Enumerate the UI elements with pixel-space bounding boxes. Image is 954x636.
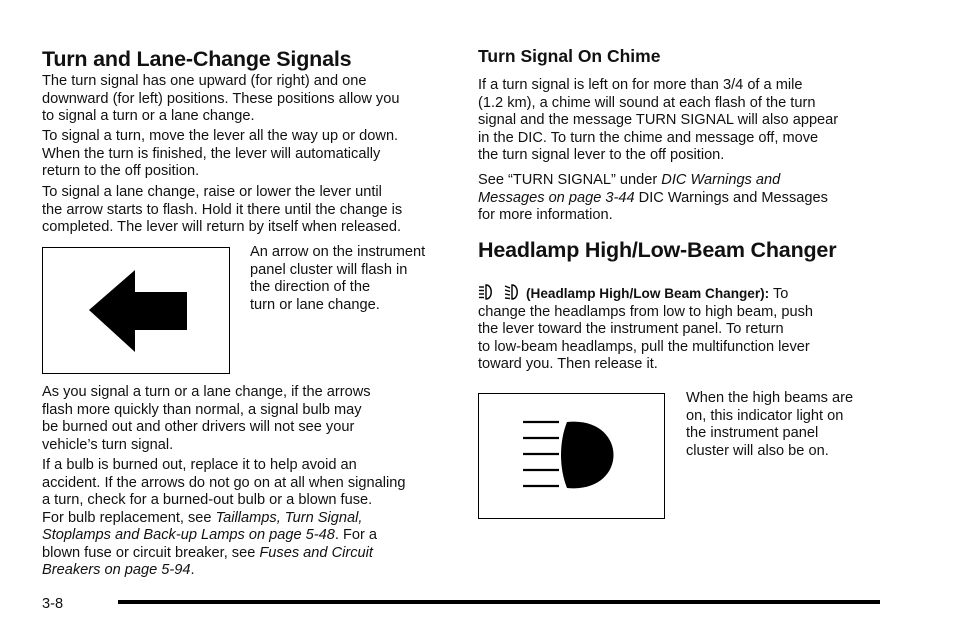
paragraph-dic-reference: See “TURN SIGNAL” under DIC Warnings and Messages on page 3-44 DIC Warnings and Messages for more information. <box>478 172 828 223</box>
high-beam-icon <box>479 394 663 517</box>
link-dic-warnings[interactable]: DIC Warnings and <box>661 172 781 188</box>
link-stoplamps[interactable]: Stoplamps and Back-up Lamps on page 5-48 <box>42 527 335 543</box>
headlamp-switch-icon <box>478 283 526 301</box>
link-fuses[interactable]: Fuses and Circuit <box>259 544 373 561</box>
left-arrow-icon <box>43 248 228 372</box>
paragraph-signal-turn: To signal a turn, move the lever all the way up or down. When the turn is finished, the lever will automatically return to the off position. <box>42 128 399 179</box>
high-beam-figure <box>478 393 665 519</box>
paragraph-burned-out-bulb: As you signal a turn or a lane change, if the arrows flash more quickly than normal, a signal bulb may be burned out and other drivers will not see your vehicle’s turn signal. <box>42 384 371 453</box>
turn-arrow-figure <box>42 247 230 374</box>
section-heading-turn-signals: Turn and Lane-Change Signals <box>42 47 352 71</box>
subheading-turn-signal-chime: Turn Signal On Chime <box>478 46 661 66</box>
link-breakers[interactable]: Breakers on page 5-94 <box>42 562 191 578</box>
high-beam-figure-caption: When the high beams are on, this indicator light on the instrument panel cluster will also be on. <box>686 390 854 459</box>
page-number: 3-8 <box>42 596 64 612</box>
link-dic-messages[interactable]: Messages on page 3-44 <box>478 189 635 206</box>
turn-arrow-figure-caption: An arrow on the instrument panel cluster will flash in the direction of the turn or lane change. <box>250 244 426 313</box>
paragraph-bulb-replacement: If a bulb is burned out, replace it to help avoid an accident. If the arrows do not go on at all when signaling a turn, check for a burned-out bulb or a blown fuse. For bulb replacement, see Taillamps, Turn Signal, Stoplamps and Back-up Lamps on page 5-48. For a blown fuse or circuit breaker, see Fuses and Circuit Breakers on page 5-94. <box>42 457 406 578</box>
paragraph-turn-signal-positions: The turn signal has one upward (for right) and one downward (for left) positions. These positions allow you to signal a turn or a lane change. <box>42 73 400 124</box>
section-heading-headlamp-changer: Headlamp High/Low-Beam Changer <box>478 238 837 262</box>
link-taillamps[interactable]: Taillamps, Turn Signal, <box>215 509 363 526</box>
paragraph-headlamp-changer: (Headlamp High/Low Beam Changer): To change the headlamps from low to high beam, push the lever toward the instrument panel. To return to low-beam headlamps, pull the multifunction lever toward you. Then release it. <box>478 283 813 374</box>
footer-rule <box>118 600 880 604</box>
paragraph-chime: If a turn signal is left on for more than 3/4 of a mile (1.2 km), a chime will sound at each flash of the turn signal and the message TURN SIGNAL will also appear in the DIC. To turn the chime and message off, move the turn signal lever to the off position. <box>478 77 839 163</box>
paragraph-lane-change: To signal a lane change, raise or lower the lever until the arrow starts to flash. Hold it there until the change is completed. The lever will return by itself when released. <box>42 184 403 235</box>
headlamp-changer-label: (Headlamp High/Low Beam Changer): <box>526 286 770 301</box>
